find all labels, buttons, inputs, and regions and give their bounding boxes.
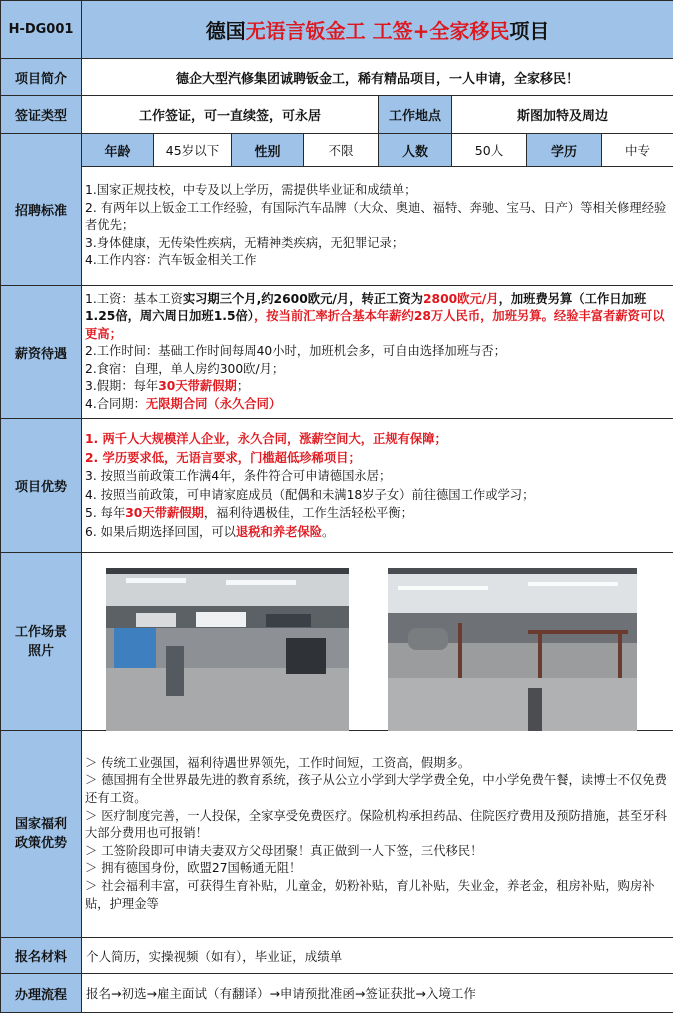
salary-segment: ，加班费另算（工作日加班1.25倍，周六周日加班1.5倍） [85, 292, 647, 324]
salary-segment: 1.工资：基本工资 [85, 292, 183, 307]
advantage-item: 5. 每年30天带薪假期，福利待遇极佳，工作生活轻松平衡； [85, 506, 413, 520]
requirement-item: 1.国家正规技校，中专及以上学历，需提供毕业证和成绩单； [85, 183, 417, 198]
requirement-item: 2. 有两年以上钣金工工作经验，有国际汽车品牌（大众、奥迪、福特、奔驰、宝马、日产）等相关修理经验者优先； [85, 200, 667, 233]
project-code: H-DG001 [1, 1, 82, 59]
salary-item: 2.工作时间：基础工作时间每周40小时，加班机会多，可自由选择加班与否； [85, 344, 506, 359]
welfare-item: ＞ 德国拥有全世界最先进的教育系统，孩子从公立小学到大学学费全免，中小学免费午餐，读博士不仅免费还有工资。 [85, 773, 667, 806]
requirements-list [82, 167, 673, 286]
headcount-value: 50人 [452, 134, 527, 167]
salary-label: 薪资待遇 [1, 286, 82, 419]
salary-details [82, 286, 673, 419]
salary-item: 3.假期：每年30天带薪假期； [85, 379, 250, 394]
welfare-item: ＞ 社会福利丰富，可获得生育补贴，儿童金，奶粉补贴，育儿补贴，失业金，养老金，租房补贴，购房补贴，护理金等 [85, 878, 655, 911]
advantages-label: 项目优势 [1, 419, 82, 553]
salary-item [85, 291, 667, 343]
workshop-photo-2 [388, 568, 637, 731]
title-segment: 项目 [509, 19, 550, 43]
salary-segment: ，按当前汇率折合基本年薪约28万人民币，加班另算。经验丰富者薪资可以更高； [85, 309, 665, 341]
welfare-item: ＞ 医疗制度完善，一人投保，全家享受免费医疗。保险机构承担药品、住院医疗费用及预防措施，甚至牙科大部分费用也可报销！ [85, 808, 667, 841]
requirements-label: 招聘标准 [1, 134, 82, 286]
age-label: 年龄 [82, 134, 154, 167]
education-label: 学历 [527, 134, 602, 167]
salary-item: 4.合同期：无限期合同（永久合同） [85, 396, 282, 411]
gender-label: 性别 [232, 134, 304, 167]
location-value: 斯图加特及周边 [452, 96, 673, 134]
requirement-item: 3.身体健康，无传染性疾病，无精神类疾病，无犯罪记录； [85, 235, 405, 250]
workshop-photo-1 [106, 568, 349, 731]
advantages-list [82, 419, 673, 553]
education-value: 中专 [602, 134, 673, 167]
advantage-item: 2. 学历要求低，无语言要求，门槛超低珍稀项目； [85, 450, 361, 465]
salary-segment: 实习期三个月,约2600欧元/月，转正工资为 [182, 292, 423, 307]
welfare-list [82, 731, 673, 938]
salary-item: 2.食宿：自理，单人房约300欧/月； [85, 361, 285, 376]
title-segment: 无语言钣金工 工签+全家移民 [245, 19, 510, 43]
materials-text: 个人简历，实操视频（如有），毕业证，成绩单 [82, 938, 673, 974]
advantage-item: 3. 按照当前政策工作满4年，条件符合可申请德国永居； [85, 469, 392, 483]
advantage-item: 6. 如果后期选择回国，可以退税和养老保险。 [85, 524, 335, 539]
intro-label: 项目简介 [1, 59, 82, 96]
gender-value: 不限 [304, 134, 379, 167]
location-label: 工作地点 [379, 96, 452, 134]
welfare-label: 国家福利政策优势 [1, 731, 82, 938]
salary-segment: 2800欧元/月 [422, 292, 499, 307]
process-label: 办理流程 [1, 974, 82, 1013]
age-value: 45岁以下 [154, 134, 232, 167]
title-segment: 德国 [205, 19, 246, 43]
visa-value: 工作签证，可一直续签，可永居 [82, 96, 379, 134]
welfare-item: ＞ 拥有德国身份，欧盟27国畅通无阻！ [85, 861, 302, 876]
headcount-label: 人数 [379, 134, 452, 167]
advantage-item: 1. 两千人大规模洋人企业，永久合同，涨薪空间大，正规有保障； [85, 432, 447, 446]
materials-label: 报名材料 [1, 938, 82, 974]
requirement-item: 4.工作内容：汽车钣金相关工作 [85, 253, 257, 268]
welfare-item: ＞ 传统工业强国，福利待遇世界领先，工作时间短，工资高，假期多。 [85, 755, 471, 770]
advantage-item: 4. 按照当前政策，可申请家庭成员（配偶和未满18岁子女）前往德国工作或学习； [85, 487, 535, 502]
photos-label: 工作场景照片 [1, 553, 82, 731]
process-text: 报名→初选→雇主面试（有翻译）→申请预批准函→签证获批→入境工作 [82, 974, 673, 1013]
welfare-item: ＞ 工签阶段即可申请夫妻双方父母团聚！真正做到一人下签，三代移民！ [85, 843, 483, 858]
visa-label: 签证类型 [1, 96, 82, 134]
intro-text: 德企大型汽修集团诚聘钣金工，稀有精品项目，一人申请，全家移民！ [82, 59, 673, 96]
page-title [82, 1, 673, 59]
